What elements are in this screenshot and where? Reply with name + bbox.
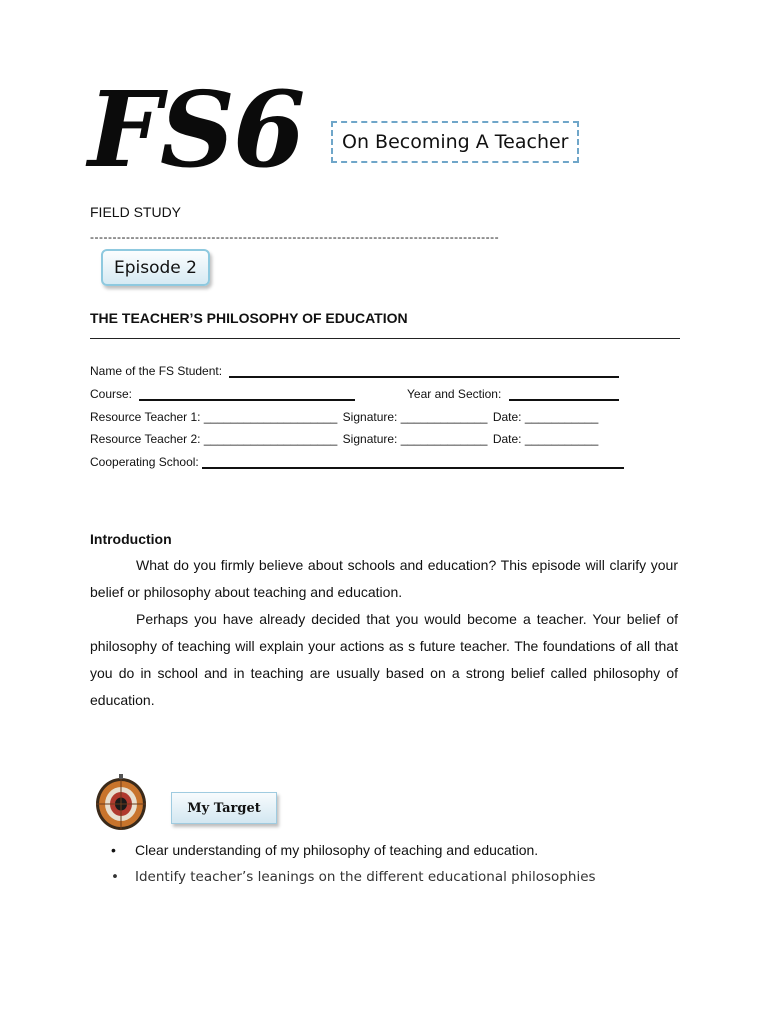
- introduction-heading: Introduction: [90, 531, 172, 547]
- student-name-label: Name of the FS Student:: [90, 364, 223, 378]
- year-section-label: Year and Section:: [407, 387, 502, 401]
- my-target-button[interactable]: [171, 792, 277, 824]
- course-label: Course:: [90, 387, 133, 401]
- date-1-label[interactable]: Date: ___________: [492, 410, 599, 424]
- page-title: THE TEACHER’S PHILOSOPHY OF EDUCATION: [90, 310, 408, 326]
- target-list: [108, 840, 596, 894]
- subtitle-text: On Becoming A Teacher: [342, 131, 569, 153]
- resource-teacher-1-label[interactable]: Resource Teacher 1: ____________________: [90, 410, 338, 424]
- signature-2-label[interactable]: Signature: _____________: [342, 432, 488, 446]
- my-target-label: My Target: [187, 800, 261, 816]
- list-item-text: Clear understanding of my philosophy of teaching and education.: [135, 842, 539, 858]
- title-underline: [90, 338, 680, 339]
- list-item: [108, 840, 596, 867]
- year-section-field[interactable]: [509, 399, 619, 401]
- bullet-icon: •: [111, 869, 119, 885]
- cooperating-school-field[interactable]: [202, 467, 624, 469]
- student-name-field[interactable]: [229, 376, 619, 378]
- year-section-row: [407, 387, 619, 401]
- target-icon: [94, 773, 148, 831]
- resource-teacher-2-label[interactable]: Resource Teacher 2: ____________________: [90, 432, 338, 446]
- subtitle-box: [331, 121, 579, 163]
- episode-button[interactable]: [101, 249, 210, 286]
- dashed-divider: -------------------------------------------------------------------------------------------: [90, 230, 500, 244]
- resource-teacher-2-row: [90, 432, 598, 446]
- introduction-paragraph-1: What do you firmly believe about schools and education? This episode will clarify your belief or philosophy about teaching and education.: [90, 557, 678, 600]
- cooperating-school-row: [90, 455, 624, 469]
- field-study-label: FIELD STUDY: [90, 204, 182, 220]
- student-name-row: [90, 364, 619, 378]
- list-item-text: Identify teacher’s leanings on the different educational philosophies: [135, 869, 596, 885]
- cooperating-school-label: Cooperating School:: [90, 455, 199, 469]
- resource-teacher-1-row: [90, 410, 598, 424]
- date-2-label[interactable]: Date: ___________: [492, 432, 599, 446]
- episode-label: Episode 2: [114, 257, 197, 278]
- introduction-paragraph-2: Perhaps you have already decided that you would become a teacher. Your belief of philosophy of teaching will explain your actions as s future teacher. The foundations of all that you do in school and in teaching are usually based on a strong belief called philosophy of education.: [90, 611, 678, 708]
- course-field[interactable]: [139, 399, 355, 401]
- fs6-logo: FS6: [88, 68, 304, 191]
- course-row: [90, 387, 355, 401]
- bullet-icon: •: [111, 842, 116, 858]
- signature-1-label[interactable]: Signature: _____________: [342, 410, 488, 424]
- list-item: [108, 867, 596, 894]
